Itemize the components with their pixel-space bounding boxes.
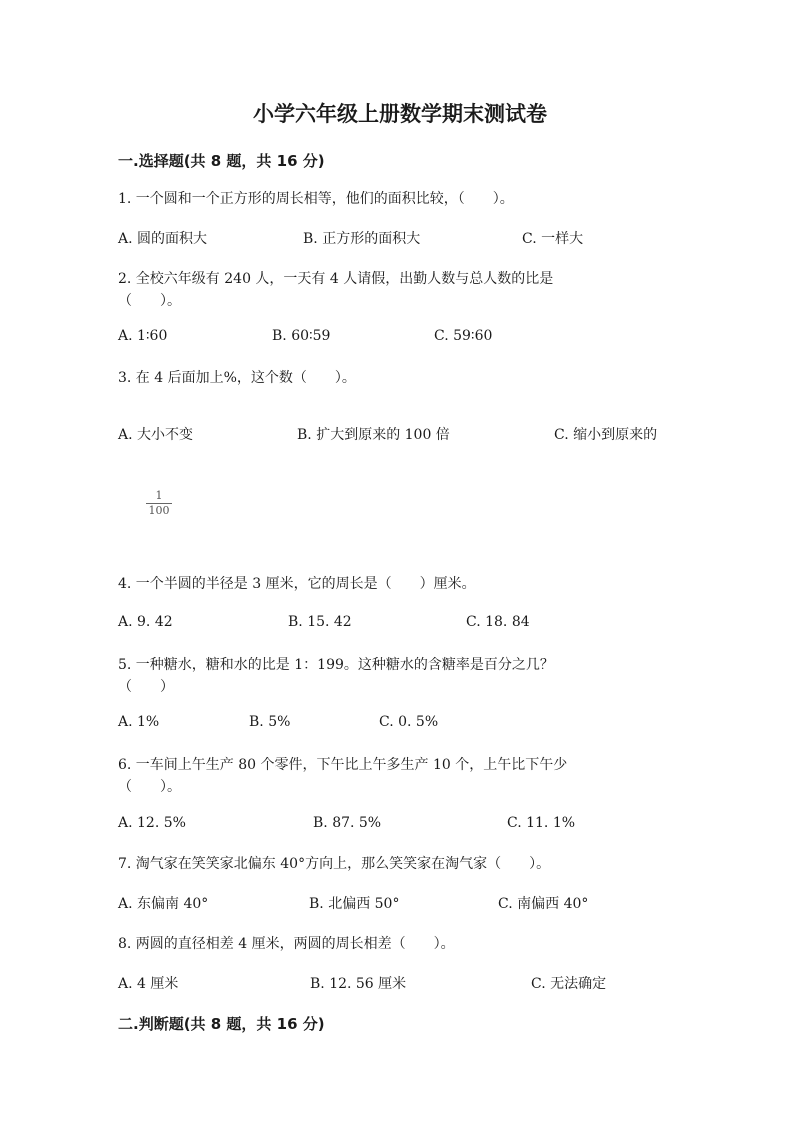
- question-3-option-b: B. 扩大到原来的 100 倍: [297, 427, 450, 443]
- question-8-option-a: A. 4 厘米: [118, 976, 179, 992]
- section-heading-judgement: 二.判断题(共 8 题，共 16 分): [118, 1015, 325, 1033]
- question-2-option-b: B. 60∶59: [272, 328, 331, 344]
- question-4-option-a: A. 9. 42: [118, 614, 173, 630]
- question-4-stem: 4. 一个半圆的半径是 3 厘米，它的周长是（ ）厘米。: [118, 576, 476, 592]
- question-6-option-c: C. 11. 1%: [507, 815, 576, 831]
- question-2-option-a: A. 1∶60: [118, 328, 168, 344]
- question-5-option-c: C. 0. 5%: [379, 714, 439, 730]
- question-3-option-c-fraction: [146, 490, 172, 517]
- question-4-option-c: C. 18. 84: [466, 614, 530, 630]
- page-title: 小学六年级上册数学期末测试卷: [253, 102, 547, 126]
- question-6-option-b: B. 87. 5%: [313, 815, 382, 831]
- question-6-stem-line-2: （ ）。: [118, 779, 181, 795]
- question-7-option-a: A. 东偏南 40°: [118, 896, 209, 912]
- question-2-stem-line-2: （ ）。: [118, 293, 181, 309]
- question-6-stem-line-1: 6. 一车间上午生产 80 个零件，下午比上午多生产 10 个，上午比下午少: [118, 757, 568, 773]
- question-6-option-a: A. 12. 5%: [118, 815, 186, 831]
- question-8-option-c: C. 无法确定: [531, 976, 607, 992]
- question-1-option-b: B. 正方形的面积大: [303, 231, 421, 247]
- question-1-stem: 1. 一个圆和一个正方形的周长相等，他们的面积比较，（ ）。: [118, 191, 514, 207]
- question-2-option-c: C. 59∶60: [434, 328, 493, 344]
- section-heading-choice: 一.选择题(共 8 题，共 16 分): [118, 152, 325, 170]
- question-5-stem-line-1: 5. 一种糖水，糖和水的比是 1：199。这种糖水的含糖率是百分之几？: [118, 657, 554, 673]
- question-7-stem: 7. 淘气家在笑笑家北偏东 40°方向上，那么笑笑家在淘气家（ ）。: [118, 856, 551, 872]
- question-5-option-a: A. 1%: [118, 714, 160, 730]
- fraction-numerator: 1: [155, 489, 163, 502]
- question-5-option-b: B. 5%: [249, 714, 291, 730]
- question-3-stem: 3. 在 4 后面加上%，这个数（ ）。: [118, 370, 356, 386]
- fraction-denominator: 100: [148, 504, 170, 518]
- question-1-option-c: C. 一样大: [522, 231, 584, 247]
- question-5-stem-line-2: （ ）: [118, 679, 174, 695]
- question-2-stem-line-1: 2. 全校六年级有 240 人，一天有 4 人请假，出勤人数与总人数的比是: [118, 271, 554, 287]
- question-7-option-c: C. 南偏西 40°: [498, 896, 589, 912]
- question-3-option-a: A. 大小不变: [118, 427, 194, 443]
- question-7-option-b: B. 北偏西 50°: [309, 896, 400, 912]
- question-4-option-b: B. 15. 42: [288, 614, 352, 630]
- question-8-option-b: B. 12. 56 厘米: [310, 976, 407, 992]
- question-1-option-a: A. 圆的面积大: [118, 231, 208, 247]
- question-3-option-c: C. 缩小到原来的: [554, 427, 658, 443]
- question-8-stem: 8. 两圆的直径相差 4 厘米，两圆的周长相差（ ）。: [118, 936, 455, 952]
